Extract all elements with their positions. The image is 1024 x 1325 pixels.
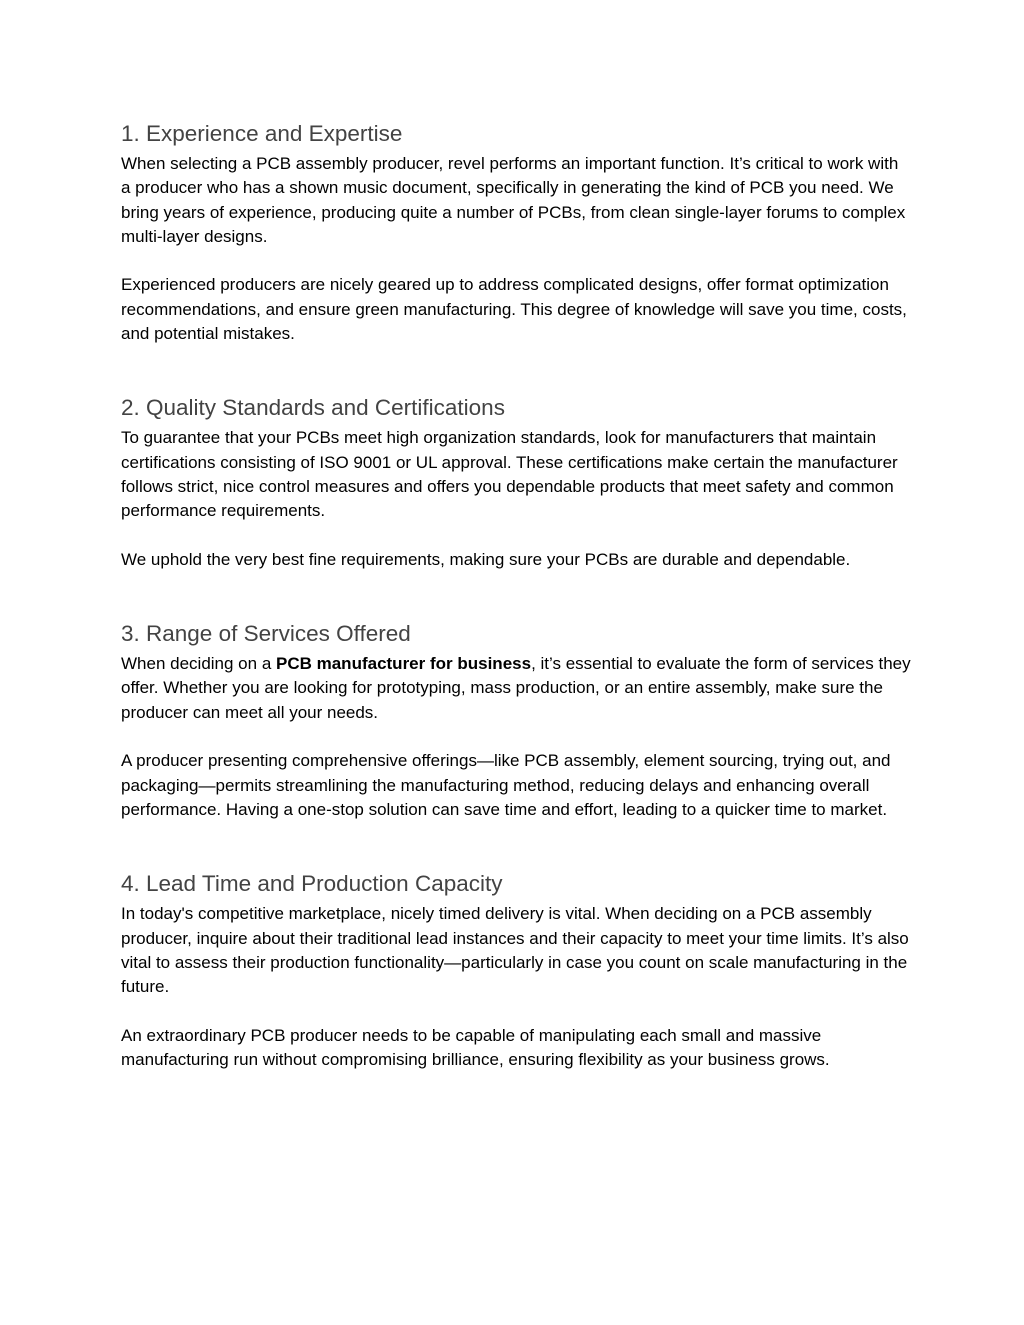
section-heading: 4. Lead Time and Production Capacity [121,871,503,897]
paragraph: Experienced producers are nicely geared up to address complicated designs, offer format optimization recommendations, and ensure green manufacturing. This degree of knowledge will save you time, costs, and potential mistakes. [121,275,907,344]
paragraph: We uphold the very best fine requirements, making sure your PCBs are durable and dependable. [121,549,851,569]
document-page [121,118,911,1072]
paragraph: An extraordinary PCB producer needs to be capable of manipulating each small and massive manufacturing run without compromising brilliance, ensuring flexibility as your business grows. [121,1025,830,1070]
paragraph: To guarantee that your PCBs meet high organization standards, look for manufacturers that maintain certifications consisting of ISO 9001 or UL approval. These certifications make certain the manufacturer follows strict, nice control measures and offers you dependable products that meet safety and common performance requirements. [121,428,898,521]
bold-keyword: PCB manufacturer for business [276,654,532,674]
paragraph: In today's competitive marketplace, nicely timed delivery is vital. When deciding on a PCB assembly producer, inquire about their traditional lead instances and their capacity to meet your time limits. It’s also vital to assess their production functionality—particularly in case you count on scale manufacturing in the future. [121,904,909,997]
section-quality [121,392,911,572]
paragraph: When selecting a PCB assembly producer, revel performs an important function. It’s critical to work with a producer who has a shown music document, specifically in generating the kind of PCB you need. We bring years of experience, producing quite a number of PCBs, from clean single-layer forums to complex multi-layer designs. [121,154,906,246]
section-heading: 1. Experience and Expertise [121,121,403,146]
section-heading: 2. Quality Standards and Certifications [121,395,505,421]
paragraph-text: , it’s essential to evaluate the form of services they offer. Whether you are looking for prototyping, mass production, or an entire assembly, make sure the producer can meet all your needs. [121,654,911,722]
paragraph [121,652,911,725]
section-services [121,618,911,822]
section-heading: 3. Range of Services Offered [121,621,411,647]
section-experience [121,118,911,346]
paragraph: A producer presenting comprehensive offerings—like PCB assembly, element sourcing, trying out, and packaging—permits streamlining the manufacturing method, reducing delays and enhancing overall performance. Having a one-stop solution can save time and effort, leading to a quicker time to market. [121,751,891,819]
paragraph-text: When deciding on a [121,654,276,674]
section-lead-time [121,868,911,1072]
